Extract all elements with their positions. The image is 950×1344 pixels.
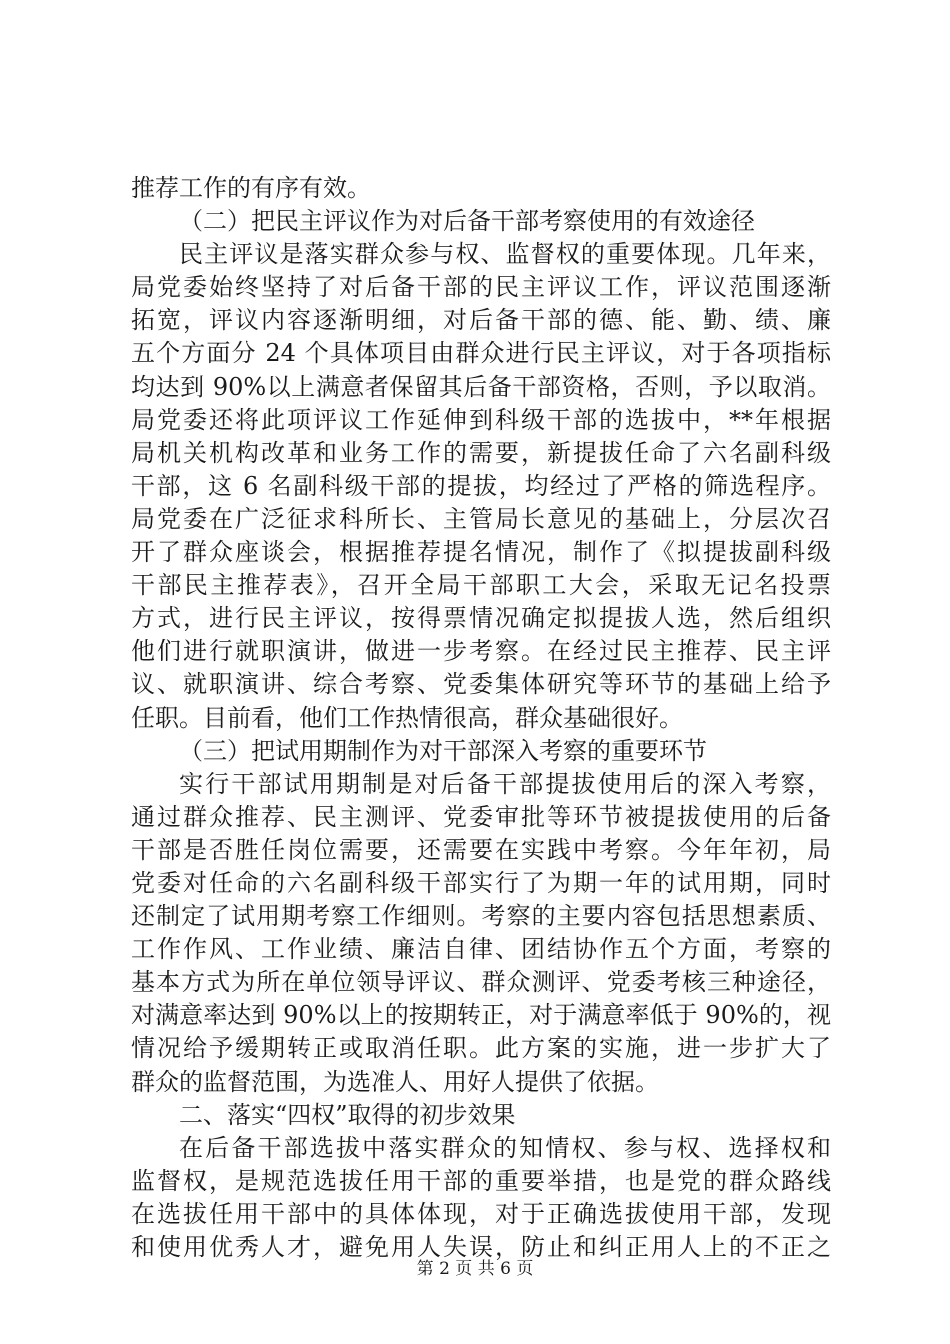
text-line: 群众的监督范围，为选准人、用好人提供了依据。 <box>131 1067 659 1096</box>
text-line: 他们进行就职演讲，做进一步考察。在经过民主推荐、民主评 <box>131 637 831 666</box>
text-line: 局党委在广泛征求科所长、主管局长意见的基础上，分层次召 <box>131 504 831 533</box>
text-line: 情况给予缓期转正或取消任职。此方案的实施，进一步扩大了 <box>131 1034 831 1063</box>
text-line: 监督权，是规范选拔任用干部的重要举措，也是党的群众路线 <box>131 1166 831 1195</box>
text-line: 拓宽，评议内容逐渐明细，对后备干部的德、能、勤、绩、廉 <box>131 306 831 335</box>
text-line: 开了群众座谈会，根据推荐提名情况，制作了《拟提拔副科级 <box>131 538 831 567</box>
text-line: 方式，进行民主评议，按得票情况确定拟提拔人选，然后组织 <box>131 604 831 633</box>
text-line: 对满意率达到 90%以上的按期转正，对于满意率低于 90%的，视 <box>131 1001 831 1030</box>
text-line: 还制定了试用期考察工作细则。考察的主要内容包括思想素质、 <box>131 902 831 931</box>
text-line: 局机关机构改革和业务工作的需要，新提拔任命了六名副科级 <box>131 438 831 467</box>
text-line: 干部民主推荐表》，召开全局干部职工大会，采取无记名投票 <box>131 571 831 600</box>
text-line: 任职。目前看，他们工作热情很高，群众基础很好。 <box>131 703 683 732</box>
text-line: 五个方面分 24 个具体项目由群众进行民主评议，对于各项指标 <box>131 339 831 368</box>
text-line: 实行干部试用期制是对后备干部提拔使用后的深入考察， <box>179 769 831 798</box>
text-line: 工作作风、工作业绩、廉洁自律、团结协作五个方面，考察的 <box>131 935 831 964</box>
text-line: 局党委始终坚持了对后备干部的民主评议工作，评议范围逐渐 <box>131 273 831 302</box>
text-line: 在选拔任用干部中的具体体现，对于正确选拔使用干部，发现 <box>131 1199 831 1228</box>
section-heading: （二）把民主评议作为对后备干部考察使用的有效途径 <box>179 207 755 236</box>
page-number-footer: 第 2 页 共 6 页 <box>416 1259 534 1279</box>
text-line: 局党委还将此项评议工作延伸到科级干部的选拔中，**年根据 <box>131 405 831 434</box>
text-line: 议、就职演讲、综合考察、党委集体研究等环节的基础上给予 <box>131 670 831 699</box>
text-line: 民主评议是落实群众参与权、监督权的重要体现。几年来， <box>179 240 831 269</box>
text-line: 干部是否胜任岗位需要，还需要在实践中考察。今年年初，局 <box>131 835 831 864</box>
text-line: 均达到 90%以上满意者保留其后备干部资格，否则，予以取消。 <box>131 372 831 401</box>
body-text <box>131 172 831 1264</box>
text-line: 基本方式为所在单位领导评议、群众测评、党委考核三种途径， <box>131 968 831 997</box>
text-line: 干部，这 6 名副科级干部的提拔，均经过了严格的筛选程序。 <box>131 471 831 500</box>
text-line: 通过群众推荐、民主测评、党委审批等环节被提拔使用的后备 <box>131 802 831 831</box>
text-line: 和使用优秀人才，避免用人失误，防止和纠正用人上的不正之 <box>131 1233 831 1261</box>
section-heading: 二、落实“四权”取得的初步效果 <box>179 1100 516 1129</box>
section-heading: （三）把试用期制作为对干部深入考察的重要环节 <box>179 736 707 765</box>
text-line: 党委对任命的六名副科级干部实行了为期一年的试用期，同时 <box>131 868 831 897</box>
text-line: 在后备干部选拔中落实群众的知情权、参与权、选择权和 <box>179 1133 831 1162</box>
text-line: 推荐工作的有序有效。 <box>131 174 371 202</box>
